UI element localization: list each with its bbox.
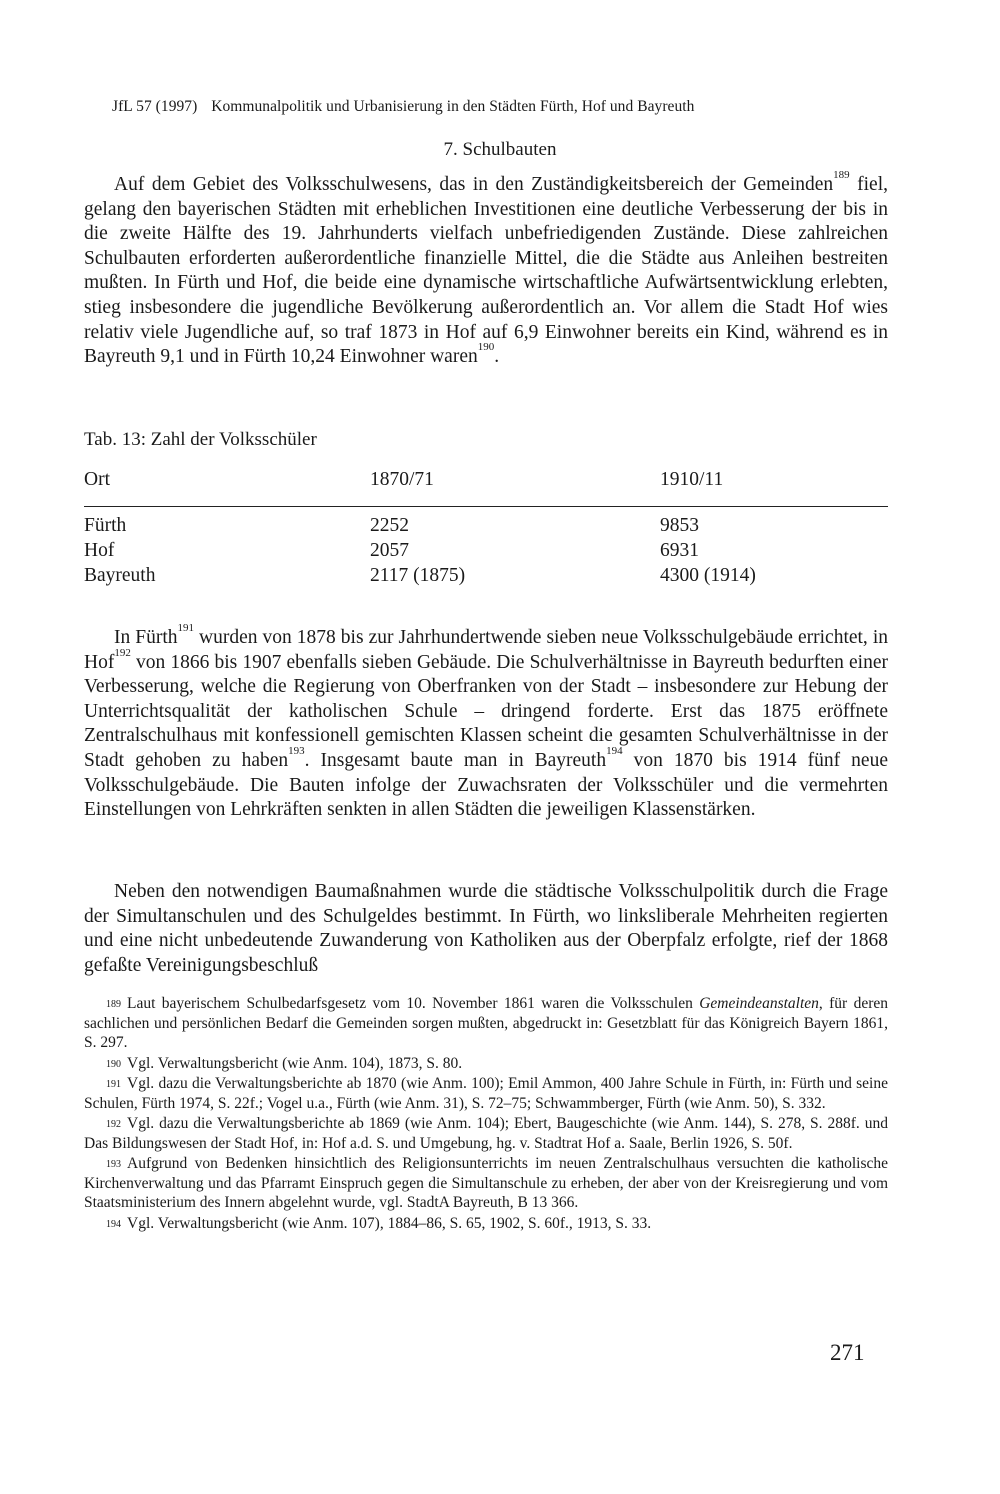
table-caption: Tab. 13: Zahl der Volksschüler — [84, 429, 317, 450]
footnote-ref-190: 190 — [477, 341, 495, 354]
paragraph-1 — [84, 169, 889, 370]
footnote-190 — [84, 1054, 888, 1074]
footnote-text: Vgl. dazu die Verwaltungsberichte ab 1869 (wie Anm. 104); Ebert, Baugeschichte (wie Anm. 144), S. 278, S. 288f. und Das Bildungswesen der Stadt Hof, in: Hof a.d. S. und Umgebung, hg. v. Stadtrat Hof a. Saale, Berlin 1926, S. 50f. — [84, 1115, 888, 1152]
footnote-number: 192 — [106, 1119, 121, 1130]
table-cell: 2117 (1875) — [370, 565, 466, 586]
table-row — [84, 565, 888, 590]
footnote-text: Vgl. dazu die Verwaltungsberichte ab 1870 (wie Anm. 100); Emil Ammon, 400 Jahre Schule in Fürth, in: Fürth und seine Schulen, Fürth 1974, S. 22f.; Vogel u.a., Fürth (wie Anm. 31), S. 72–75; Schwammberger, Fürth (wie Anm. 50), S. 332. — [84, 1075, 888, 1112]
footnote-ref-194: 194 — [606, 744, 623, 757]
paragraph-2-text-b: wurden von 1878 bis zur Jahrhundertwende sieben neue Volksschulgebäude errichtet, in Hof — [84, 627, 888, 673]
table-cell: 6931 — [660, 540, 699, 561]
section-title: 7. Schulbauten — [443, 139, 557, 160]
paragraph-1-text-c: . — [494, 346, 500, 368]
footnote-192 — [84, 1114, 888, 1153]
footnotes — [84, 994, 888, 1234]
footnote-191 — [84, 1074, 888, 1113]
table-header-cell: Ort — [84, 469, 110, 490]
paragraph-2-text-e: von 1870 bis 1914 fünf neue Volksschulgebäude. Die Bauten infolge der Zuwachsraten der Volksschüler und die vermehrten Einstellungen von Lehrkräften senkten in allen Städten die jeweiligen Klassenstärken. — [84, 749, 888, 821]
paragraph-2 — [84, 622, 888, 823]
table-cell: Fürth — [84, 515, 127, 536]
footnote-text: Vgl. Verwaltungsbericht (wie Anm. 107), 1884–86, S. 65, 1902, S. 60f., 1913, S. 33. — [127, 1214, 652, 1232]
footnote-text: , für deren sachlichen und persönlichen Bedarf die Gemeinden sorgen mußten, abgedruckt in: Gesetzblatt für das Königreich Bayern 1861, S. 297. — [84, 995, 888, 1051]
paragraph-2-text-d: . Insgesamt baute man in Bayreuth — [304, 749, 607, 771]
footnote-text: Laut bayerischem Schulbedarfsgesetz vom 10. November 1861 waren die Volksschulen — [127, 995, 700, 1012]
data-table — [84, 466, 888, 590]
footnote-ref-189: 189 — [833, 169, 850, 181]
footnote-number: 191 — [106, 1079, 121, 1090]
table-row — [84, 515, 888, 540]
footnote-194 — [84, 1214, 888, 1234]
table-cell: 2057 — [370, 540, 409, 561]
table-cell: 2252 — [370, 515, 409, 536]
paragraph-2-text-a: In Fürth — [114, 627, 178, 648]
footnote-ref-191: 191 — [177, 622, 195, 634]
table-header-cell: 1910/11 — [660, 469, 724, 490]
table-cell: Hof — [84, 540, 115, 561]
footnote-emphasis: Gemeindeanstalten — [699, 995, 819, 1012]
footnote-number: 189 — [106, 999, 121, 1010]
footnote-189 — [84, 994, 888, 1053]
table-cell: 9853 — [660, 515, 699, 536]
paragraph-2-text-c: von 1866 bis 1907 ebenfalls sieben Gebäude. Die Schulverhältnisse in Bayreuth bedurften einer Verbesserung, welche die Regierung von Oberfranken von der Stadt – insbesondere zur Hebung der Unterrichtsqualität der katholischen Schule – dringend forderte. Erst das 1875 eröffnete Zentralschulhaus mit konfessionell gemischten Klassen scheint die gesamten Schulverhältnisse in der Stadt gehoben zu haben — [84, 651, 888, 771]
footnote-193 — [84, 1154, 888, 1213]
table-header-cell: 1870/71 — [370, 469, 434, 490]
footnote-number: 194 — [106, 1218, 121, 1230]
footnote-text: Aufgrund von Bedenken hinsichtlich des Religionsunterrichts im neuen Zentralschulhaus versuchten die katholische Kirchenverwaltung und das Pfarramt Einspruch gegen die Simultanschule zu erheben, der aber von der Kreisregierung und vom Staatsministerium des Innern abgelehnt wurde, vgl. StadtA Bayreuth, B 13 366. — [84, 1155, 888, 1211]
table-cell: 4300 (1914) — [660, 565, 756, 586]
footnote-number: 190 — [106, 1058, 121, 1070]
footnote-ref-193: 193 — [288, 744, 305, 757]
journal-reference: JfL 57 (1997) — [112, 98, 198, 115]
footnote-ref-192: 192 — [114, 646, 131, 659]
paragraph-1-text-b: fiel, gelang den bayerischen Städten mit erheblichen Investitionen eine deutliche Verbesserung der bis in die zweite Hälfte des 19. Jahrhunderts vielfach unbefriedigenden Zustände. Diese zahlreichen Schulbauten erforderten außerordentliche finanzielle Mittel, die die Städte aus Anleihen bestreiten mußten. In Fürth und Hof, die beide eine dynamische wirtschaftliche Aufwärtsentwicklung erlebten, stieg insbesondere die jugendliche Bevölkerung außerordentlich an. Vor allem die Stadt Hof wies relativ viele Jugendliche auf, so traf 1873 in Hof auf 6,9 Einwohner bereits ein Kind, während es in Bayreuth 9,1 und in Fürth 10,24 Einwohner waren — [84, 174, 889, 368]
footnote-number: 193 — [106, 1159, 121, 1170]
running-header — [112, 98, 892, 116]
table-cell: Bayreuth — [84, 565, 156, 586]
paragraph-3: Neben den notwendigen Baumaßnahmen wurde die städtische Volksschulpolitik durch die Frage der Simultanschulen und des Schulgeldes bestimmt. In Fürth, wo linksliberale Mehrheiten regierten und eine nicht unbedeutende Zuwanderung von Katholiken aus der Oberpfalz erfolgte, rief der 1868 gefaßte Vereinigungsbeschluß — [84, 881, 888, 976]
paragraph-1-text-a: Auf dem Gebiet des Volksschulwesens, das in den Zuständigkeitsbereich der Gemeinden — [114, 174, 834, 195]
footnote-text: Vgl. Verwaltungsbericht (wie Anm. 104), 1873, S. 80. — [127, 1054, 463, 1072]
running-title: Kommunalpolitik und Urbanisierung in den Städten Fürth, Hof und Bayreuth — [211, 98, 695, 115]
table-header-row — [84, 466, 888, 507]
table-row — [84, 540, 888, 565]
page-number: 271 — [830, 1340, 865, 1365]
